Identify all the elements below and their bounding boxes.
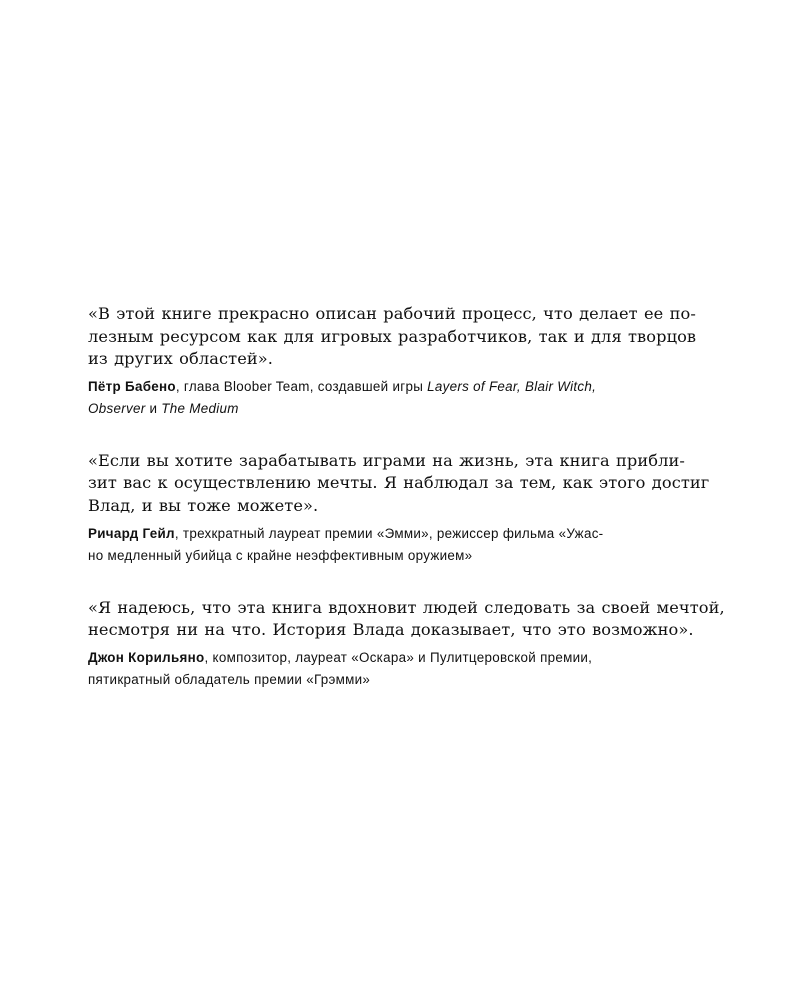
quote-line: «Если вы хотите зарабатывать играми на жизнь, эта книга прибли- xyxy=(88,450,685,470)
endorsement-babeno xyxy=(88,303,697,420)
game-title: Observer xyxy=(88,400,146,416)
endorsement-quote xyxy=(88,303,697,371)
quote-line: Влад, и вы тоже можете». xyxy=(88,495,319,515)
attribution-line xyxy=(88,398,688,420)
quote-line: несмотря ни на что. История Влада доказывает, что это возможно». xyxy=(88,620,694,640)
endorsements xyxy=(88,303,725,721)
author-name: Пётр Бабено xyxy=(88,378,176,394)
conjunction: и xyxy=(145,400,162,416)
endorsement-attribution xyxy=(88,376,688,420)
endorsement-quote xyxy=(88,450,710,518)
game-titles: Layers of Fear, Blair Witch, xyxy=(427,378,597,394)
author-role: , глава Bloober Team, создавшей игры xyxy=(175,378,428,394)
attribution-line xyxy=(88,647,688,669)
quote-line: зит вас к осуществлению мечты. Я наблюдал за тем, как этого достиг xyxy=(88,473,710,493)
endorsement-attribution xyxy=(88,647,688,691)
game-title: The Medium xyxy=(161,400,239,416)
quote-line: из других областей». xyxy=(88,349,274,369)
attribution-line xyxy=(88,376,688,398)
attribution-line xyxy=(88,523,688,545)
attribution-line: пятикратный обладатель премии «Грэмми» xyxy=(88,671,371,687)
quote-line: «Я надеюсь, что эта книга вдохновит людей следовать за своей мечтой, xyxy=(88,597,725,617)
author-role: , композитор, лауреат «Оскара» и Пулитцеровской премии, xyxy=(204,649,593,665)
endorsement-gale xyxy=(88,450,710,567)
endorsement-quote xyxy=(88,597,725,642)
endorsement-corigliano xyxy=(88,597,725,691)
quote-line: лезным ресурсом как для игровых разработчиков, так и для творцов xyxy=(88,326,697,346)
attribution-line: но медленный убийца с крайне неэффективным оружием» xyxy=(88,547,473,563)
endorsement-attribution xyxy=(88,523,688,567)
quote-line: «В этой книге прекрасно описан рабочий процесс, что делает ее по- xyxy=(88,304,696,323)
author-role: , трехкратный лауреат премии «Эмми», режиссер фильма «Ужас- xyxy=(174,525,604,541)
author-name: Ричард Гейл xyxy=(88,525,175,541)
author-name: Джон Корильяно xyxy=(88,649,205,665)
